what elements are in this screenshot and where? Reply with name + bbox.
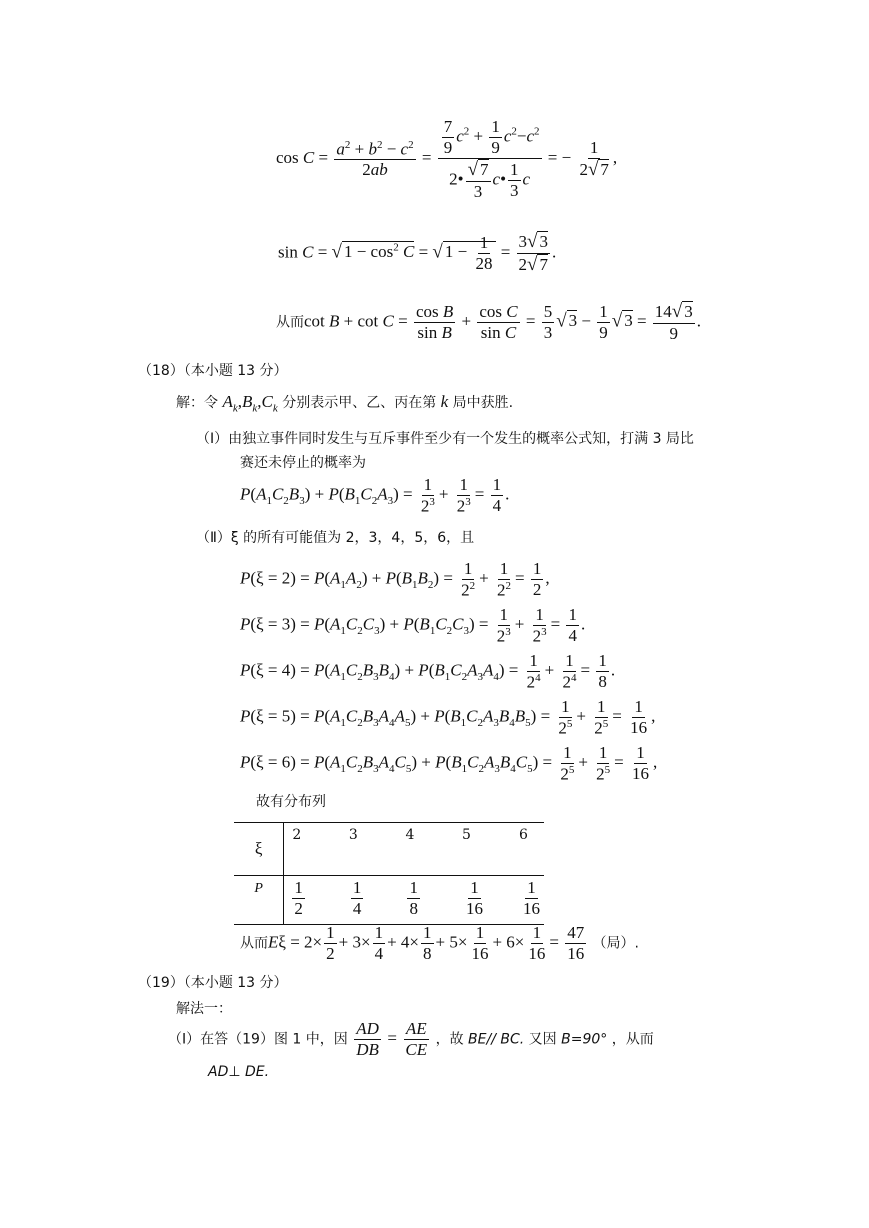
p-value: $\frac{1}{16}$ [466, 878, 484, 918]
intro-b: 分别表示甲、乙、丙在第 [282, 395, 437, 411]
intro-a: 解：令 [176, 395, 218, 411]
p19-angle: B=90° [561, 1031, 608, 1048]
p19-part1-d: ，从而 [611, 1031, 654, 1048]
p19-part1-b: ，故 [435, 1031, 464, 1048]
method-label: 解法一： [176, 1001, 232, 1017]
part1-line-a: （Ⅰ）由独立事件同时发生与互斥事件至少有一个发生的概率公式知，打满 3 局比 [196, 431, 694, 447]
cos-c-equation: cos C = $\frac{a^2 + b^2 - c^2}{2ab}$ = $\frac{7}{9}$ $c^2$ + $\frac{1}{9}$ $c^2-c^2$ 2• $\frac{√ 7}{3}$ c• $\frac{1}{3}$ c = − $\frac{1}{2√ 7}$ , [276, 117, 618, 201]
distribution-table [234, 822, 544, 925]
p-value: $\frac{1}{8}$ [409, 878, 418, 918]
p-value: $\frac{1}{2}$ [294, 878, 303, 918]
expect-prefix: 从而 [240, 935, 268, 952]
part1-line-b: 赛还未停止的概率为 [240, 455, 366, 471]
p-xi-3: $P(\xi = 3) = P(A_1C_2C_3) + P(B_1C_2C_3)$ = $\frac{1}{2^3}$ + $\frac{1}{2^3}$ = $\frac{1}{4}$ . [240, 605, 586, 646]
problem-18-header: （18）（本小题 13 分） [138, 363, 288, 379]
cot-sum-equation: 从而cot B + cot C = $\frac{\text{cos B}}{\text{sin B}}$ + $\frac{\text{cos C}}{\text{sin C}}$ = $\frac{5}{3}$ √ 3 − $\frac{1}{9}$ √ 3 = $\frac{14√ 3}{9}$ . [276, 301, 701, 343]
p-xi-6: $P(\xi = 6) = P(A_1C_2B_3A_4C_5) + P(B_1C_2A_3B_4C_5)$ = $\frac{1}{2^5}$ + $\frac{1}{2^5}$ = $\frac{1}{16}$ , [240, 743, 658, 784]
p-label: P [254, 881, 263, 896]
p19-be-bc: BE// BC. [468, 1031, 525, 1048]
expectation-equation: 从而Eξ = 2× $\frac{1}{2}$ + 3× $\frac{1}{4}$ + 4× $\frac{1}{8}$ + 5× $\frac{1}{16}$ + 6× $\frac{1}{16}$ = $\frac{47}{16}$ （局）. [240, 923, 639, 963]
p-value: $\frac{1}{16}$ [523, 878, 540, 918]
xi-value: 5 [462, 827, 471, 843]
xi-value: 6 [519, 827, 528, 843]
part2-line: （Ⅱ）ξ 的所有可能值为 2，3，4，5，6，且 [196, 530, 475, 546]
intro-k: k [440, 392, 449, 411]
intro-c: 局中获胜. [452, 395, 514, 411]
cot-prefix: 从而 [276, 314, 304, 331]
xi-value: 3 [348, 827, 358, 843]
p19-conclusion: AD⊥ DE. [208, 1064, 270, 1080]
xi-value: 4 [405, 827, 415, 843]
p-xi-4: $P(\xi = 4) = P(A_1C_2B_3B_4) + P(B_1C_2A_3A_4)$ = $\frac{1}{2^4}$ + $\frac{1}{2^4}$ = $\frac{1}{8}$ . [240, 651, 616, 692]
problem-19-header: （19）（本小题 13 分） [138, 975, 288, 991]
problem-18-intro: 解：令 $A_k,B_k,C_k$ 分别表示甲、乙、丙在第 k 局中获胜. [176, 392, 514, 415]
xi-label: ξ [254, 839, 263, 858]
prob-three-games-equation: $P(A_1C_2B_3) + P(B_1C_2A_3)$ = $\frac{1}{2^3}$ + $\frac{1}{2^3}$ = $\frac{1}{4}$ . [240, 475, 510, 516]
p19-part1-c: 又因 [528, 1031, 557, 1048]
sin-c-equation: sin C = √ $1 - \cos^2 C$ = √ 1 − $\frac{1}{28}$ = $\frac{3√ 3}{2√ 7}$ . [278, 231, 557, 275]
dist-intro: 故有分布列 [256, 794, 326, 810]
p19-part1-a: （Ⅰ）在答（19）图 1 中，因 [168, 1031, 348, 1048]
p-xi-2: $P(\xi = 2) = P(A_1A_2) + P(B_1B_2)$ = $\frac{1}{2^2}$ + $\frac{1}{2^2}$ = $\frac{1}{2}$ , [240, 559, 550, 600]
p-value: $\frac{1}{4}$ [352, 878, 362, 918]
expect-unit: （局）. [592, 935, 639, 952]
p-xi-5: $P(\xi = 5) = P(A_1C_2B_3A_4A_5) + P(B_1C_2A_3B_4B_5)$ = $\frac{1}{2^5}$ + $\frac{1}{2^5}$ = $\frac{1}{16}$ , [240, 697, 656, 738]
xi-value: 2 [292, 827, 302, 843]
p19-part1-line: （Ⅰ）在答（19）图 1 中，因 $\frac{AD}{DB}$ = $\frac{AE}{CE}$ ，故 BE// BC. 又因 B=90° ，从而 [168, 1019, 654, 1059]
